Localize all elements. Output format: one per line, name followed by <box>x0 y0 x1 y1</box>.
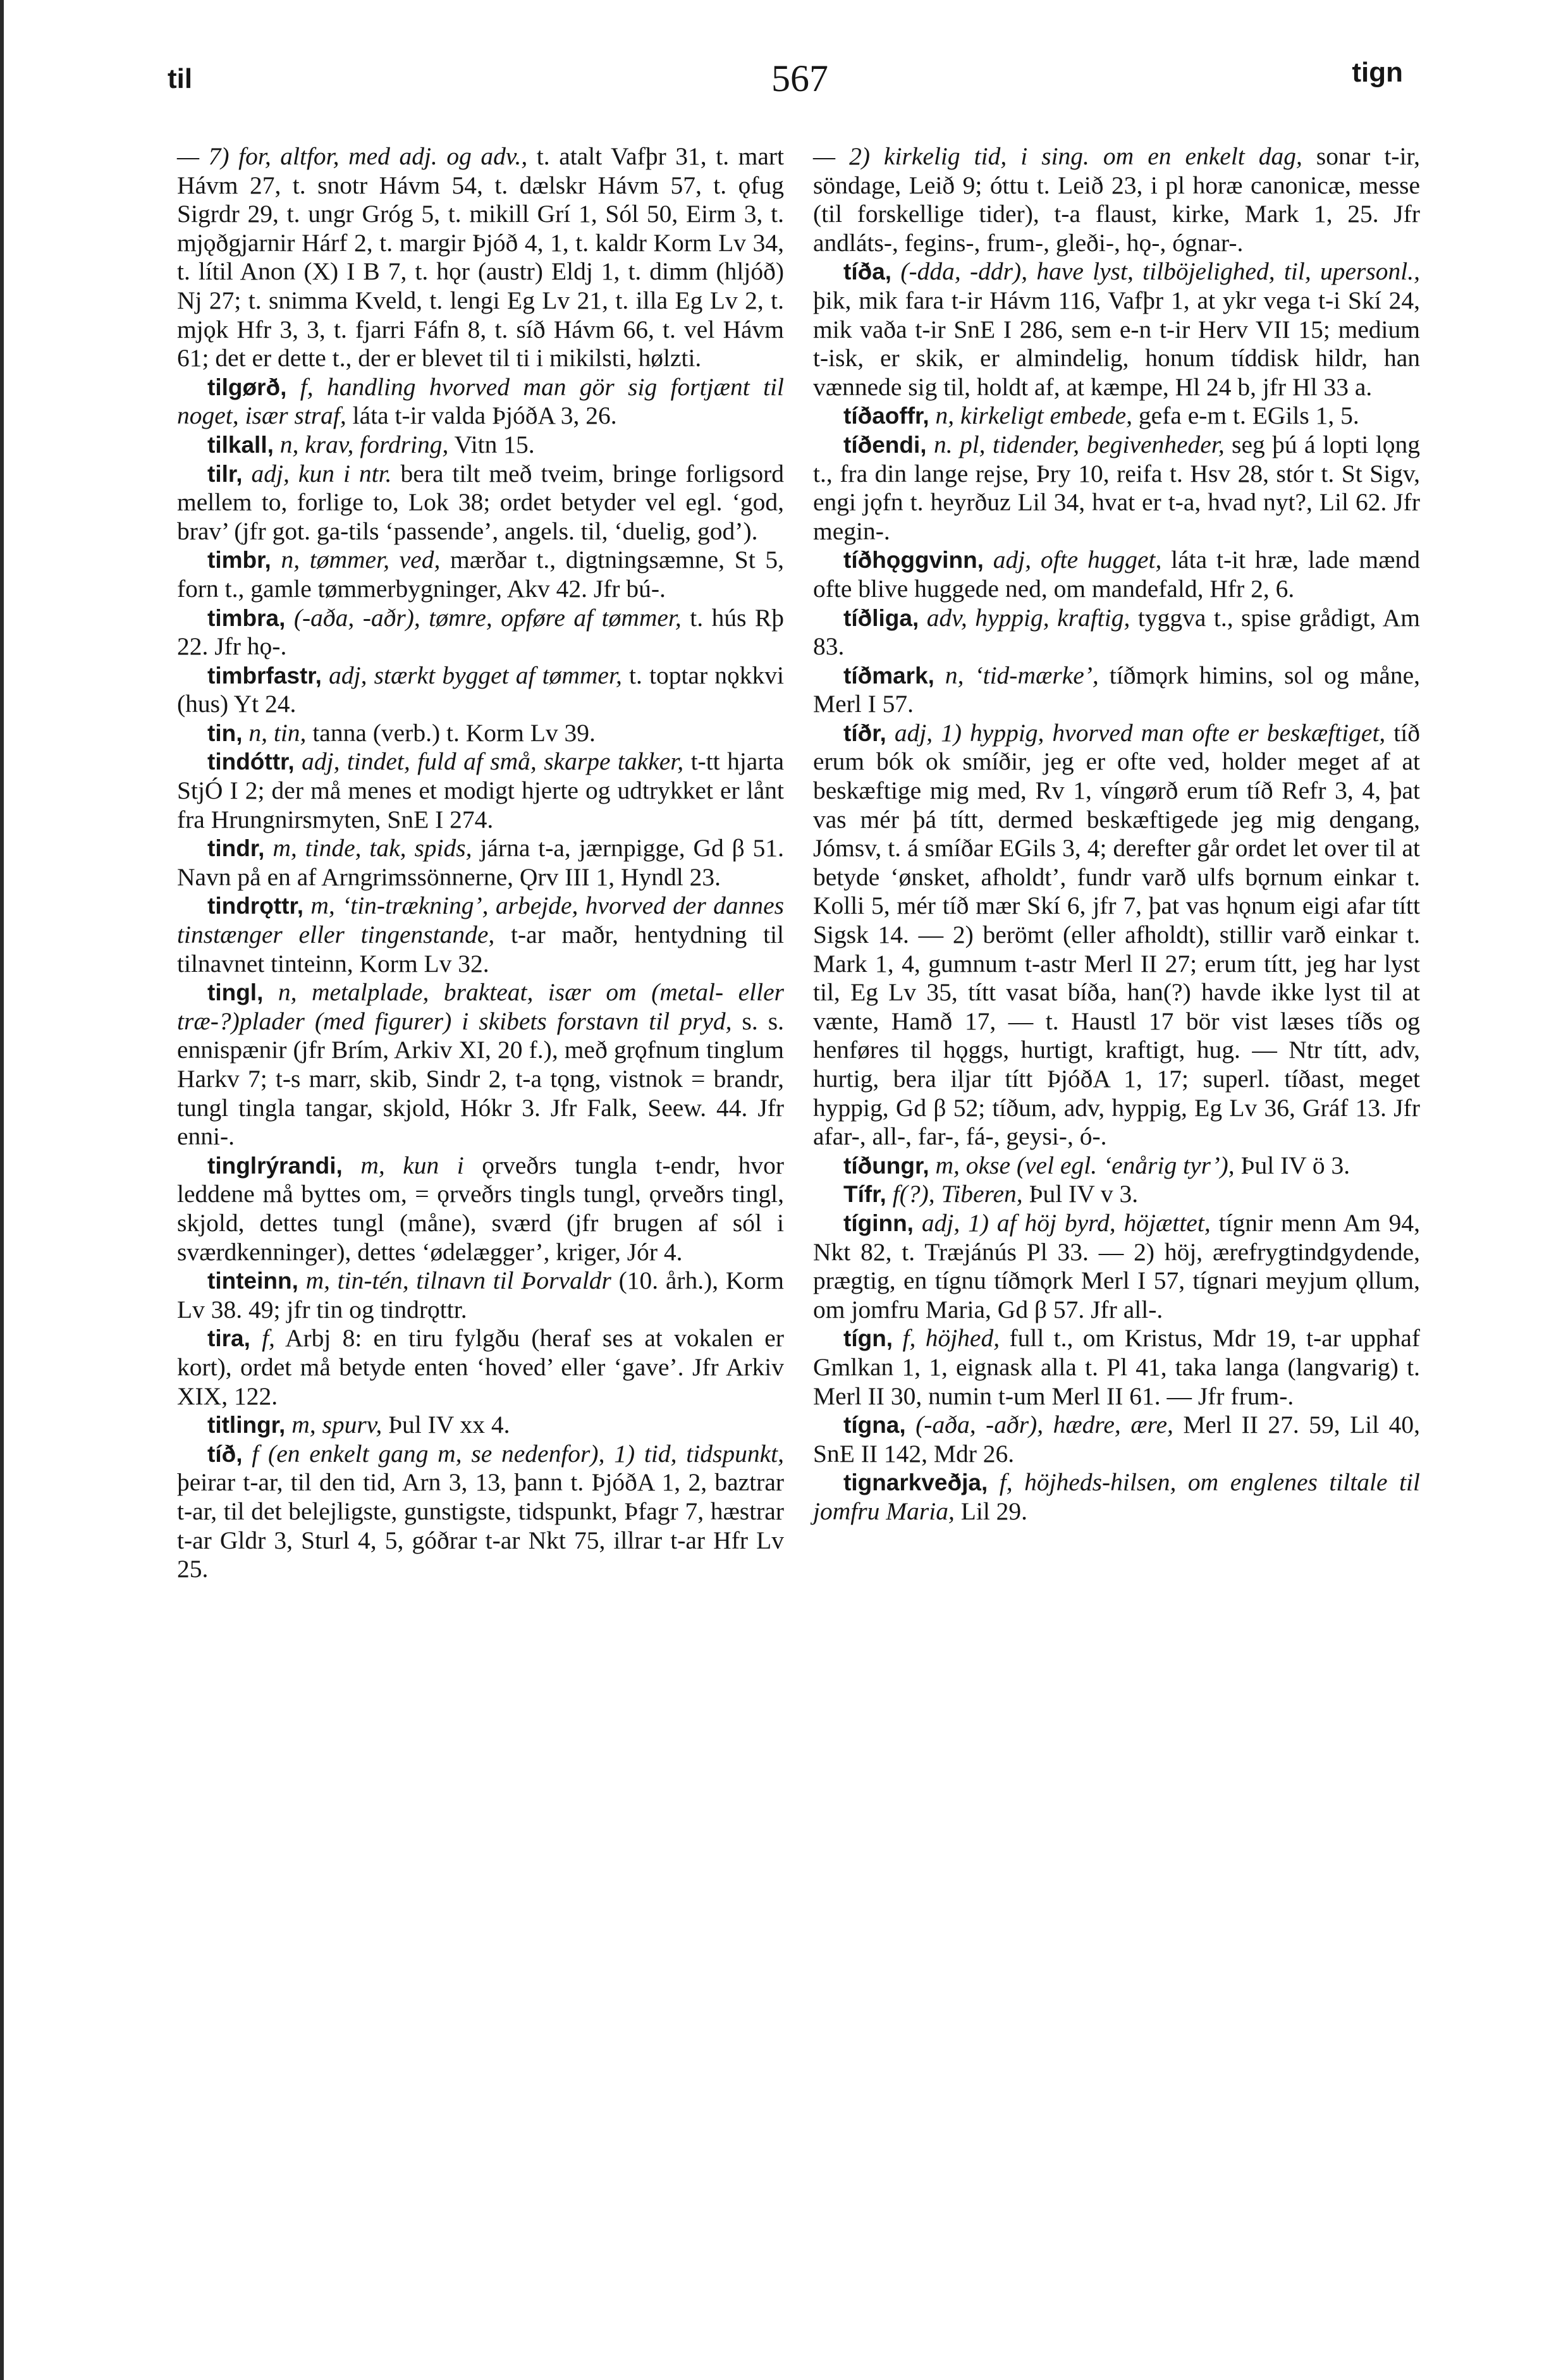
entry-body: Lil 29. <box>960 1497 1028 1525</box>
entry-headword: tilr, <box>207 460 243 487</box>
dictionary-entry <box>813 1151 1420 1181</box>
dictionary-entry <box>813 1180 1420 1209</box>
entry-body: t-tt hjarta StjÓ I 2; der må menes et modigt hjerte og udtrykket er lånt fra Hrungnirsmyten, SnE I 274. <box>177 747 784 833</box>
left-column <box>177 142 784 1584</box>
entry-headword: tilgørð, <box>207 374 287 400</box>
dictionary-entry <box>177 661 784 719</box>
page-header <box>0 44 1561 114</box>
entry-headword: tindr, <box>207 835 265 862</box>
entry-definition: f, <box>262 1324 275 1353</box>
entry-definition: m, kun i <box>360 1151 464 1179</box>
entry-headword: Tífr, <box>843 1181 886 1208</box>
dictionary-entry <box>177 719 784 748</box>
entry-definition: n. pl, tidender, begivenheder, <box>933 430 1225 458</box>
entry-body: s. s. ennispænir (jfr Brím, Arkiv XI, 20 f.), með grǫfnum tinglum Harkv 7; t-s marr, skib, Sindr 2, t-a tǫng, vistnok = brandr, tungl tingla tangar, skjold, Hókr 3. Jfr Falk, Seew. 44. Jfr enni-. <box>177 1007 785 1151</box>
entry-definition: adj, 1) af höj byrd, höjættet, <box>921 1208 1211 1237</box>
right-column <box>813 142 1420 1526</box>
entry-headword: tíða, <box>843 259 892 285</box>
entry-headword: tíginn, <box>843 1210 914 1236</box>
entry-definition: adv, hyppig, kraftig, <box>926 603 1130 632</box>
dictionary-entry <box>177 1411 784 1440</box>
entry-headword: tingl, <box>207 979 264 1006</box>
dictionary-entry <box>813 402 1420 431</box>
dictionary-entry <box>177 1324 784 1411</box>
dictionary-entry <box>813 604 1420 661</box>
running-head-right: tign <box>1352 57 1403 88</box>
entry-definition: (-dda, -ddr), have lyst, tilböjelighed, til, upersonl., <box>900 257 1420 286</box>
entry-headword: tíðr, <box>843 720 886 746</box>
entry-body: mærðar t., digtningsæmne, St 5, forn t., gamle tømmerbygninger, Akv 42. Jfr bú-. <box>177 546 785 603</box>
dictionary-entry <box>177 460 784 546</box>
entry-definition: m, tin-tén, tilnavn til Þorvaldr <box>305 1267 611 1295</box>
entry-headword: tin, <box>207 720 243 746</box>
dictionary-entry <box>813 1411 1420 1468</box>
entry-definition: adj, ofte hugget, <box>993 546 1162 574</box>
entry-body: þik, mik fara t-ir Hávm 116, Vafþr 1, at ykr vega t-i Skí 24, mik vaða t-ir SnE I 286, sem e-n t-ir Herv VII 15; medium t-isk, er skik, er almindelig, honum tíddisk hildr, han vænnede sig til, holdt af, at kæmpe, Hl 24 b, jfr Hl 33 a. <box>813 286 1420 401</box>
entry-body: seg þú á lopti lǫng t., fra din lange rejse, Þry 10, reifa t. Hsv 28, stór t. St Sigv, engi jǫfn t. heyrðuz Lil 34, hvat er t-a, hvad nyt?, Lil 62. Jfr megin-. <box>813 430 1420 545</box>
page-number: 567 <box>771 58 828 99</box>
entry-definition: n, tin, <box>248 718 307 747</box>
entry-definition: m, spurv, <box>291 1411 383 1439</box>
entry-body: tígnir menn Am 94, Nkt 82, t. Træjánús Pl 33. — 2) höj, ærefrygtindgydende, prægtig, en tígnu tíðmǫrk Merl I 57, tígnari meyjum ǫllum, om jomfru Maria, Gd β 57. Jfr all-. <box>813 1208 1421 1323</box>
dictionary-entry <box>813 661 1420 719</box>
entry-body: Arbj 8: en tiru fylgðu (heraf ses at vokalen er kort), ordet må betyde enten ‘hoved’ eller ‘gave’. Jfr Arkiv XIX, 122. <box>177 1324 784 1410</box>
entry-definition: adj, kun i ntr. <box>251 459 392 488</box>
entry-body: bera tilt með tveim, bringe forligsord mellem to, forlige to, Lok 38; ordet betyder vel egl. ‘god, brav’ (jfr got. ga-tils ‘passende’, angels. til, ‘duelig, god’). <box>177 459 784 545</box>
entry-definition: n, krav, fordring, <box>279 430 449 458</box>
entry-definition: n, tømmer, ved, <box>281 546 441 574</box>
entry-body: tíð erum bók ok smíðir, jeg er ofte ved, holder meget af at beskæftige mig med, Rv 1, víngørð erum tíð Refr 3, 4, þat vas mér þá títt, dermed beskæftigede jeg mig dengang, Jómsv, t. á smíðar EGils 3, 4; derefter går ordet let over til at betyde ‘ønsket, afholdt’, fundr varð ulfs bǫrnum einkar t. Kolli 5, mér tíð mær Skí 6, jfr 7, þat vas hǫnum eigi afar títt Sigsk 14. — 2) berömt (eller afholdt), stillir varð einkar t. Mark 1, 4, gumnum t-astr Merl II 27; erum títt, jeg har lyst til, Eg Lv 35, títt vasat bíða, han(?) havde ikke lyst til at vænte, Hamð 17, — t. Haustl 17 bör vist læses tíðs og henføres til hǫggs, hurtigt, kraftigt, hug. — Ntr títt, adv, hurtig, bera iljar títt ÞjóðA 1, 17; superl. tíðast, meget hyppig, Gd β 52; tíðum, adv, hyppig, Eg Lv 36, Gráf 13. Jfr afar-, all-, far-, fá-, geysi-, ó-. <box>813 718 1420 1151</box>
entry-definition: f (en enkelt gang m, se nedenfor), 1) tid, tidspunkt, <box>252 1439 784 1468</box>
entry-headword: timbrfastr, <box>207 662 322 689</box>
entry-definition: adj, tindet, fuld af små, skarpe takker, <box>302 747 684 776</box>
entry-headword: tíðungr, <box>843 1152 929 1179</box>
dictionary-entry <box>813 1209 1420 1324</box>
dictionary-entry <box>813 1468 1420 1526</box>
entry-headword: tilkall, <box>207 431 274 458</box>
entry-body: t-ar maðr, hentydning til tilnavnet tinteinn, Korm Lv 32. <box>177 921 785 978</box>
entry-definition: n, kirkeligt embede, <box>935 402 1133 430</box>
entry-headword: tíðliga, <box>843 604 919 631</box>
entry-body: Merl II 27. 59, Lil 40, SnE II 142, Mdr 26. <box>813 1411 1421 1468</box>
entry-headword: tíðendi, <box>843 431 927 458</box>
dictionary-entry <box>177 1267 784 1324</box>
entry-definition: m, tinde, tak, spids, <box>272 834 472 862</box>
entry-body: t. toptar nǫkkvi (hus) Yt 24. <box>177 661 785 718</box>
entry-headword: timbr, <box>207 547 271 574</box>
entry-definition: f(?), Tiberen, <box>892 1180 1023 1208</box>
entry-body: tanna (verb.) t. Korm Lv 39. <box>312 718 596 747</box>
entry-definition: — 2) kirkelig tid, i sing. om en enkelt dag, <box>813 142 1302 170</box>
entry-body: Þul IV v 3. <box>1029 1180 1139 1208</box>
entry-definition: — 7) for, altfor, med adj. og adv., <box>177 142 528 170</box>
entry-body: járna t-a, jærnpigge, Gd β 51. Navn på en af Arngrimssönnerne, Ǫrv III 1, Hyndl 23. <box>177 834 785 891</box>
entry-body: láta t-it hræ, lade mænd ofte blive huggede ned, om mandefald, Hfr 2, 6. <box>813 546 1420 603</box>
entry-definition: adj, stærkt bygget af tømmer, <box>329 661 622 689</box>
dictionary-entry <box>177 546 784 603</box>
dictionary-entry <box>813 1324 1420 1411</box>
entry-body: Þul IV ö 3. <box>1240 1151 1350 1179</box>
dictionary-entry <box>177 604 784 661</box>
entry-headword: tíðmark, <box>843 662 934 689</box>
entry-headword: tindrǫttr, <box>207 893 304 919</box>
entry-definition: n, ‘tid-mærke’, <box>945 661 1099 689</box>
entry-body: tíðmǫrk himins, sol og måne, Merl I 57. <box>813 661 1421 718</box>
entry-headword: tíðhǫggvinn, <box>843 547 984 574</box>
entry-headword: tígn, <box>843 1325 893 1352</box>
entry-definition: (-aða, -aðr), tømre, opføre af tømmer, <box>293 603 682 632</box>
entry-body: t. atalt Vafþr 31, t. mart Hávm 27, t. snotr Hávm 54, t. dælskr Hávm 57, t. ǫfug Sigrdr 29, t. ungr Gróg 5, t. mikill Grí 1, Sól 50, Eirm 3, t. mjǫðgjarnir Hárf 2, t. margir Þjóð 4, 1, t. kaldr Korm Lv 34, t. lítil Anon (X) I B 7, t. hǫr (austr) Eldj 1, t. dimm (hljóð) Nj 27; t. snimma Kveld, t. lengi Eg Lv 21, t. illa Eg Lv 2, t. mjǫk Hfr 3, 3, t. fjarri Fáfn 8, t. síð Hávm 66, t. vel Hávm 61; det er dette t., der er blevet til ti i mikilsti, hølzti. <box>177 142 784 372</box>
entry-definition: (-aða, -aðr), hædre, ære, <box>915 1411 1173 1439</box>
dictionary-entry <box>813 257 1420 402</box>
dictionary-entry <box>177 978 784 1151</box>
dictionary-entry <box>177 431 784 460</box>
page-edge-line <box>0 0 4 2380</box>
dictionary-entry <box>177 373 784 431</box>
dictionary-entry <box>813 546 1420 603</box>
dictionary-entry <box>813 142 1420 257</box>
running-head-left: til <box>168 63 193 94</box>
entry-headword: tíð, <box>207 1440 243 1467</box>
entry-headword: tindóttr, <box>207 749 295 775</box>
entry-body: tyggva t., spise grådigt, Am 83. <box>813 603 1421 661</box>
entry-body: sonar t-ir, söndage, Leið 9; óttu t. Leið 23, i pl horæ canonicæ, messe (til forskellige tider), t-a flaust, kirke, Mark 1, 25. Jfr andláts-, fegins-, frum-, gleði-, hǫ-, ógnar-. <box>813 142 1420 257</box>
entry-body: Vitn 15. <box>454 430 535 458</box>
entry-definition: f, höjheds-hilsen, om englenes tiltale til jomfru Maria, <box>813 1468 1420 1525</box>
entry-body: ǫrveðrs tungla t-endr, hvor leddene må byttes om, = ǫrveðrs tingls tungl, ǫrveðrs tingl, skjold, dettes tungl (måne), sværd (jfr brugen af sól i sværdkenninger), dettes ‘ødelægger’, kriger, Jór 4. <box>177 1151 784 1266</box>
entry-headword: tira, <box>207 1325 250 1352</box>
entry-definition: f, handling hvorved man gör sig fortjænt til noget, især straf, <box>177 372 784 430</box>
entry-definition: n, metalplade, brakteat, især om (metal- eller træ-?)plader (med figurer) i skibets forstavn til pryd, <box>177 978 785 1035</box>
entry-headword: timbra, <box>207 604 286 631</box>
entry-definition: f, höjhed, <box>902 1324 1000 1353</box>
entry-definition: adj, 1) hyppig, hvorved man ofte er beskæftiget, <box>894 718 1386 747</box>
entry-headword: tinglrýrandi, <box>207 1152 343 1179</box>
entry-headword: tinteinn, <box>207 1268 298 1294</box>
entry-body: t. hús Rþ 22. Jfr hǫ-. <box>177 603 784 661</box>
entry-definition: m, okse (vel egl. ‘enårig tyr’), <box>935 1151 1235 1179</box>
entry-headword: tígna, <box>843 1412 906 1438</box>
entry-definition: m, ‘tin-trækning’, arbejde, hvorved der dannes tinstænger eller tingenstande, <box>177 892 785 949</box>
dictionary-entry <box>177 892 784 978</box>
entry-headword: tignarkveðja, <box>843 1469 988 1496</box>
entry-headword: tíðaoffr, <box>843 403 929 429</box>
dictionary-entry <box>177 142 784 373</box>
entry-body: Þul IV xx 4. <box>388 1411 510 1439</box>
dictionary-entry <box>813 431 1420 546</box>
dictionary-entry <box>177 1440 784 1584</box>
entry-body: láta t-ir valda ÞjóðA 3, 26. <box>352 402 617 430</box>
dictionary-entry <box>177 1151 784 1267</box>
entry-body: þeirar t-ar, til den tid, Arn 3, 13, þann t. ÞjóðA 1, 2, baztrar t-ar, til det belejligste, gunstigste, tidspunkt, Þfagr 7, hæstrar t-ar Gldr 3, Sturl 4, 5, góðrar t-ar Nkt 75, illrar t-ar Hfr Lv 25. <box>177 1468 784 1583</box>
entry-body: (10. årh.), Korm Lv 38. 49; jfr tin og tindrǫttr. <box>177 1267 785 1323</box>
dictionary-entry <box>177 747 784 834</box>
entry-body: full t., om Kristus, Mdr 19, t-ar upphaf Gmlkan 1, 1, eignask alla t. Pl 41, taka langa (langvarig) t. Merl II 30, numin t-um Merl II 61. — Jfr frum-. <box>813 1324 1421 1410</box>
dictionary-entry <box>177 834 784 892</box>
entry-body: gefa e-m t. EGils 1, 5. <box>1138 402 1359 430</box>
entry-headword: titlingr, <box>207 1412 286 1438</box>
dictionary-entry <box>813 719 1420 1151</box>
